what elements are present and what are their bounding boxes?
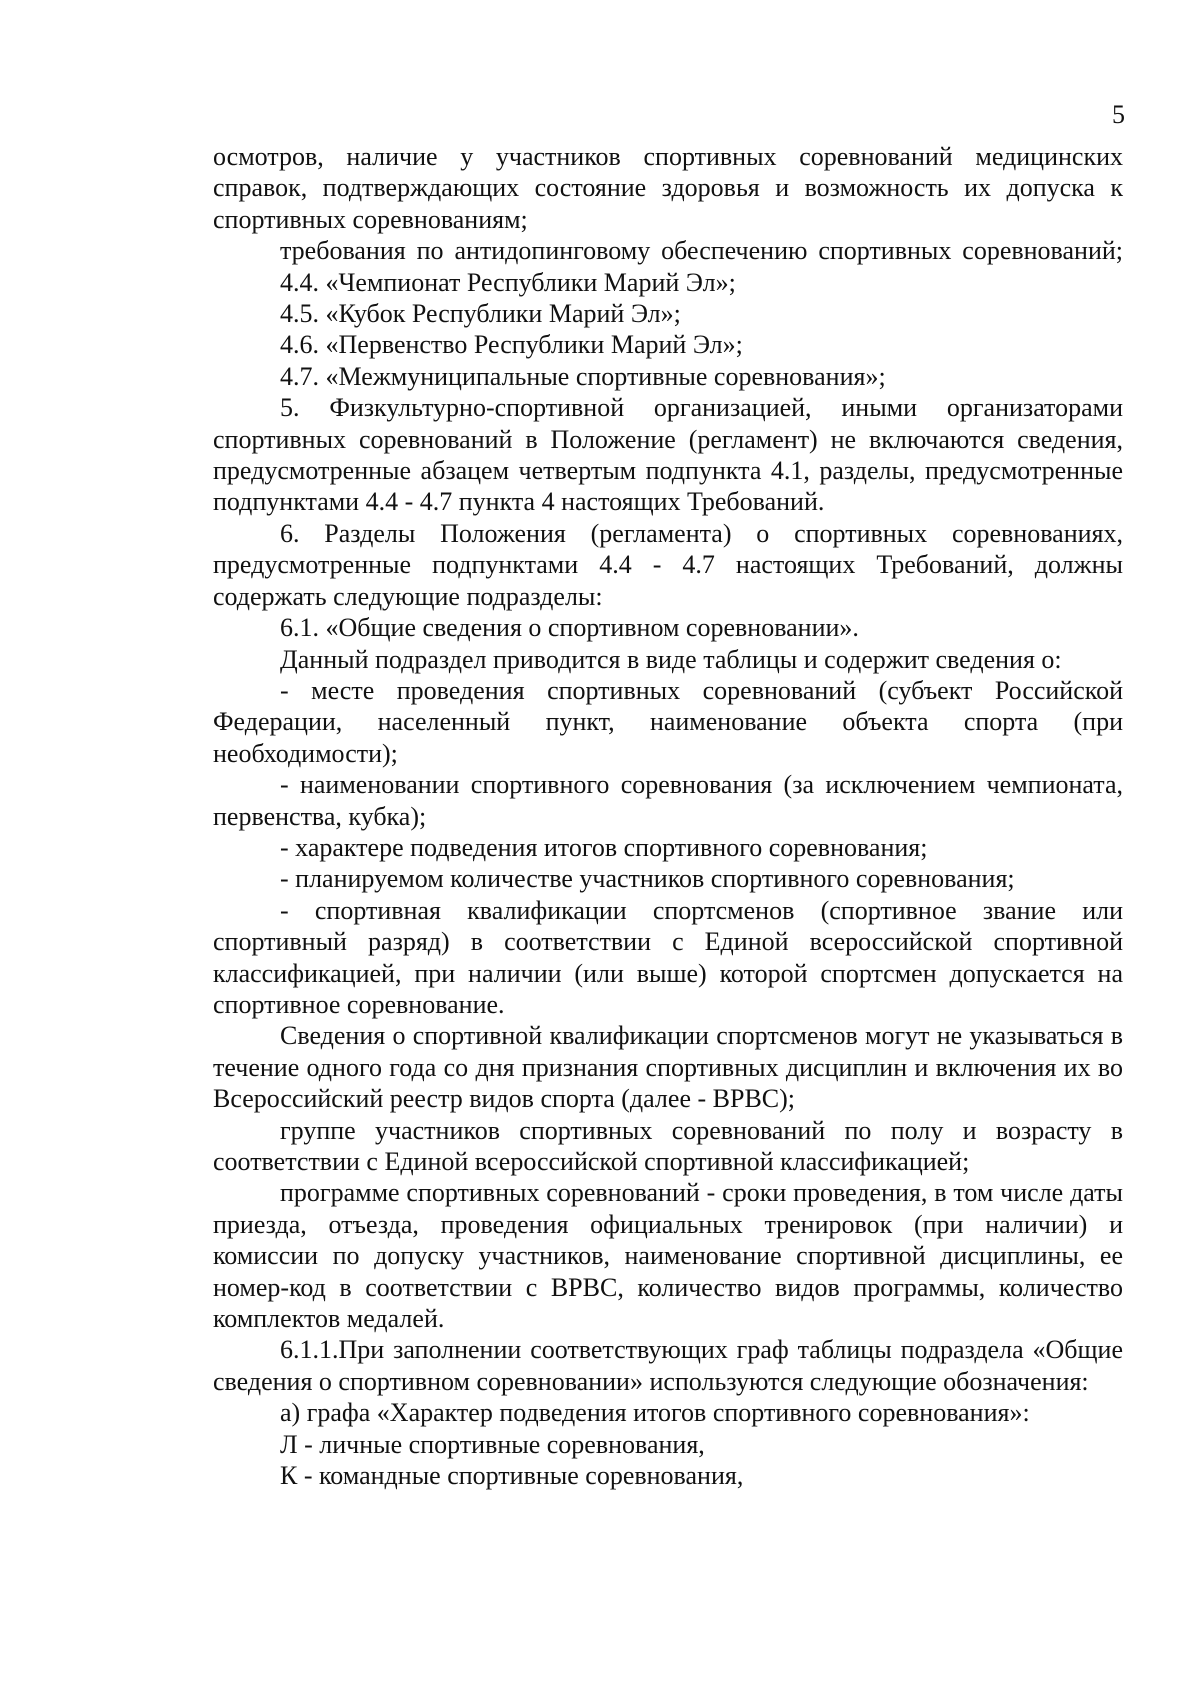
list-item: - наименовании спортивного соревнования (за исключением чемпионата, первенства, кубка); bbox=[213, 770, 1123, 831]
paragraph: 4.5. «Кубок Республики Марий Эл»; bbox=[280, 299, 681, 329]
paragraph: 6. Разделы Положения (регламента) о спортивных соревнованиях, предусмотренные подпунктами 4.4 - 4.7 настоящих Требований, должны содержать следующие подразделы: bbox=[213, 518, 1123, 611]
page-number: 5 bbox=[1112, 100, 1125, 129]
list-item: К - командные спортивные соревнования, bbox=[280, 1461, 744, 1491]
paragraph: 4.7. «Межмуниципальные спортивные соревнования»; bbox=[280, 361, 886, 391]
paragraph: программе спортивных соревнований - сроки проведения, в том числе даты приезда, отъезда, проведения официальных тренировок (при наличии) и комиссии по допуску участников, наименование спортивной дисциплины, ее номер-код в соответствии с ВРВС, количество видов программы, количество комплектов медалей. bbox=[213, 1178, 1123, 1334]
document-body bbox=[213, 141, 1123, 1491]
list-item: Л - личные спортивные соревнования, bbox=[280, 1429, 705, 1459]
paragraph: 6.1.1.При заполнении соответствующих граф таблицы подраздела «Общие сведения о спортивном соревновании» используются следующие обозначения: bbox=[213, 1335, 1123, 1396]
list-item: - месте проведения спортивных соревнований (субъект Российской Федерации, населенный пункт, наименование объекта спорта (при необходимости); bbox=[213, 675, 1123, 768]
paragraph: а) графа «Характер подведения итогов спортивного соревнования»: bbox=[280, 1398, 1030, 1428]
paragraph: 5. Физкультурно-спортивной организацией, иными организаторами спортивных соревнований в Положение (регламент) не включаются сведения, предусмотренные абзацем четвертым подпункта 4.1, разделы, предусмотренные подпунктами 4.4 - 4.7 пункта 4 настоящих Требований. bbox=[213, 393, 1123, 517]
paragraph: осмотров, наличие у участников спортивных соревнований медицинских справок, подтверждающих состояние здоровья и возможность их допуска к спортивных соревнованиям; bbox=[213, 142, 1123, 234]
paragraph: группе участников спортивных соревнований по полу и возрасту в соответствии с Единой всероссийской спортивной классификацией; bbox=[213, 1115, 1123, 1176]
list-item: - планируемом количестве участников спортивного соревнования; bbox=[280, 864, 1015, 894]
list-item: - спортивная квалификации спортсменов (спортивное звание или спортивный разряд) в соответствии с Единой всероссийской спортивной классификацией, при наличии (или выше) которой спортсмен допускается на спортивное соревнование. bbox=[213, 895, 1123, 1019]
list-item: - характере подведения итогов спортивного соревнования; bbox=[280, 832, 928, 862]
paragraph: требования по антидопинговому обеспечению спортивных соревнований; bbox=[280, 236, 1123, 266]
paragraph: 4.6. «Первенство Республики Марий Эл»; bbox=[280, 330, 743, 360]
paragraph: 6.1. «Общие сведения о спортивном соревновании». bbox=[280, 613, 859, 643]
paragraph: 4.4. «Чемпионат Республики Марий Эл»; bbox=[280, 267, 736, 297]
paragraph: Сведения о спортивной квалификации спортсменов могут не указываться в течение одного года со дня признания спортивных дисциплин и включения их во Всероссийский реестр видов спорта (далее - ВРВС); bbox=[213, 1021, 1123, 1114]
paragraph: Данный подраздел приводится в виде таблицы и содержит сведения о: bbox=[280, 644, 1062, 674]
